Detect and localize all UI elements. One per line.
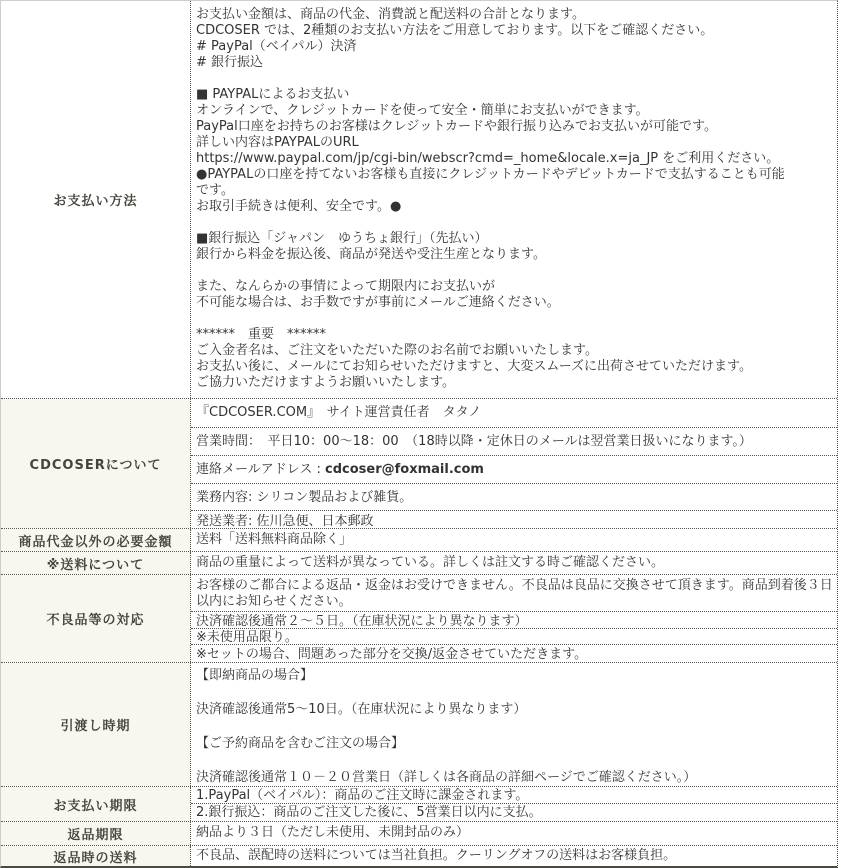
return-deadline-text: 納品より３日（ただし未使用、未開封品のみ） (196, 825, 470, 840)
row-about-cdcoser (1, 399, 837, 529)
payment-deadline-paypal: 1.PayPal（ベイパル）：商品のご注文時に課金されます。 (191, 787, 837, 804)
text-line: ●PAYPALの口座を持てないお客様も直接にクレジットカードやデビットカードで支払することも可能 (196, 167, 785, 182)
text-line: 【即納商品の場合】 (196, 668, 314, 683)
row-return-deadline (1, 822, 837, 846)
text-line: 詳しい内容はPAYPALのURL (196, 135, 359, 150)
about-shipping-carriers: 発送業者: 佐川急便、日本郵政 (196, 514, 374, 528)
defective-items-content (191, 575, 837, 662)
row-delivery-time (1, 663, 837, 787)
text-line (196, 215, 833, 231)
text-line (196, 311, 833, 327)
text-line (196, 71, 833, 87)
text-line (196, 752, 833, 769)
row-payment-deadline (1, 787, 837, 822)
defective-processing-time: 決済確認後通常２～５日。（在庫状況により異なります） (191, 612, 837, 629)
row-shipping-note (1, 552, 837, 575)
contact-email-label: 連絡メールアドレス : (196, 462, 325, 477)
row-extra-fees (1, 529, 837, 552)
row-header-payment-method: お支払い方法 (1, 1, 191, 398)
text-line: 不可能な場合は、お手数ですが事前にメールご連絡ください。 (196, 295, 560, 310)
text-line: また、なんらかの事情によって期限内にお支払いが (196, 279, 496, 294)
delivery-time-content (191, 663, 837, 786)
about-business-description: 業務内容: シリコン製品および雑貨。 (191, 484, 837, 511)
row-header-delivery-time: 引渡し時期 (1, 663, 191, 786)
return-deadline-content (191, 822, 837, 845)
text-line: お支払い金額は、商品の代金、消費説と配送料の合計となります。 (196, 7, 585, 22)
defective-unused-only-note: ※未使用品限り。 (191, 629, 837, 645)
row-header-return-deadline: 返品期限 (1, 822, 191, 845)
payment-method-lines (191, 1, 837, 391)
row-header-payment-deadline: お支払い期限 (1, 787, 191, 821)
text-line: ****** 重要 ****** (196, 327, 327, 342)
row-header-return-shipping: 返品時の送料 (1, 846, 191, 866)
text-line (196, 684, 833, 701)
text-line: 決済確認後通常１０－２０営業日（詳しくは各商品の詳細ページでご確認ください。） (196, 770, 697, 785)
about-site-operator: 『CDCOSER.COM』 サイト運営責任者 タタノ (191, 399, 837, 428)
text-line: 【ご予約商品を含むご注文の場合】 (196, 736, 405, 751)
text-line: ご入金者名は、ご注文をいただいた際のお名前でお願いいたします。 (196, 343, 598, 358)
delivery-time-lines (191, 663, 837, 786)
shipping-note-text: 商品の重量によって送料が異なっている。詳しくは註文する時ご確認ください。 (196, 555, 665, 570)
text-line: です。 (196, 183, 234, 198)
text-line: お支払い後に、メールにてお知らせいただけますと、大変スムーズに出荷させていただけます。 (196, 359, 753, 374)
payment-deadline-bank: 2.銀行振込：商品のご注文した後に、5営業日以内に支払。 (196, 805, 542, 820)
row-header-defective-items: 不良品等の対応 (1, 575, 191, 662)
payment-method-content (191, 1, 837, 398)
text-line: オンラインで、クレジットカードを使って安全・簡単にお支払いができます。 (196, 103, 649, 118)
about-contact-email-row (191, 456, 837, 484)
shipping-note-content (191, 552, 837, 574)
text-line: 決済確認後通常5～10日。（在庫状況により異なります） (196, 702, 527, 717)
text-line: ご協力いただけますようお願いいたします。 (196, 375, 455, 390)
text-line: お取引手続きは便利、安全です。● (196, 199, 402, 214)
row-defective-items (1, 575, 837, 663)
extra-fees-text: 送料「送料無料商品除く」 (196, 532, 353, 547)
text-line: # 銀行振込 (196, 55, 264, 70)
defective-policy-text: お客様のご都合による返品・返金はお受けできません。不良品は良品に交換させて頂きます。商品到着後３日以内にお知らせください。 (191, 575, 837, 612)
text-line: ■ PAYPALによるお支払い (196, 87, 350, 102)
text-line: # PayPal（ベイパル）決済 (196, 39, 357, 54)
text-line: CDCOSER では、2種類のお支払い方法をご用意しております。以下をご確認ください。 (196, 23, 714, 38)
text-line: ■銀行振込「ジャパン ゆうちょ銀行」（先払い） (196, 231, 488, 246)
text-line (196, 263, 833, 279)
payment-deadline-content (191, 787, 837, 821)
row-payment-method (1, 1, 837, 399)
row-header-about-cdcoser: CDCOSERについて (1, 399, 191, 528)
about-business-hours: 営業時間： 平日10：00～18：00 （18時以降・定休日のメールは翌営業日扱いになります。） (191, 428, 837, 456)
return-shipping-content (191, 846, 837, 866)
row-header-shipping-note: ※送料について (1, 552, 191, 574)
text-line: 銀行から料金を振込後、商品が発送や受注生産となります。 (196, 247, 546, 262)
row-header-extra-fees: 商品代金以外の必要金額 (1, 529, 191, 551)
text-line: PayPal口座をお持ちのお客様はクレジットカードや銀行振り込みでお支払いが可能です。 (196, 119, 717, 134)
row-return-shipping (1, 846, 837, 866)
defective-set-note: ※セットの場合、問題あった部分を交換/返金させていただきます。 (196, 647, 588, 662)
about-cdcoser-content (191, 399, 837, 528)
return-shipping-text: 不良品、誤配時の送料については当社負担。クーリングオフの送料はお客様負担。 (196, 848, 677, 863)
contact-email-address: cdcoser@foxmail.com (325, 462, 484, 477)
text-line (196, 718, 833, 735)
extra-fees-content (191, 529, 837, 551)
text-line: https://www.paypal.com/jp/cgi-bin/webscr?cmd=_home&locale.x=ja_JP をご利用ください。 (196, 151, 780, 166)
